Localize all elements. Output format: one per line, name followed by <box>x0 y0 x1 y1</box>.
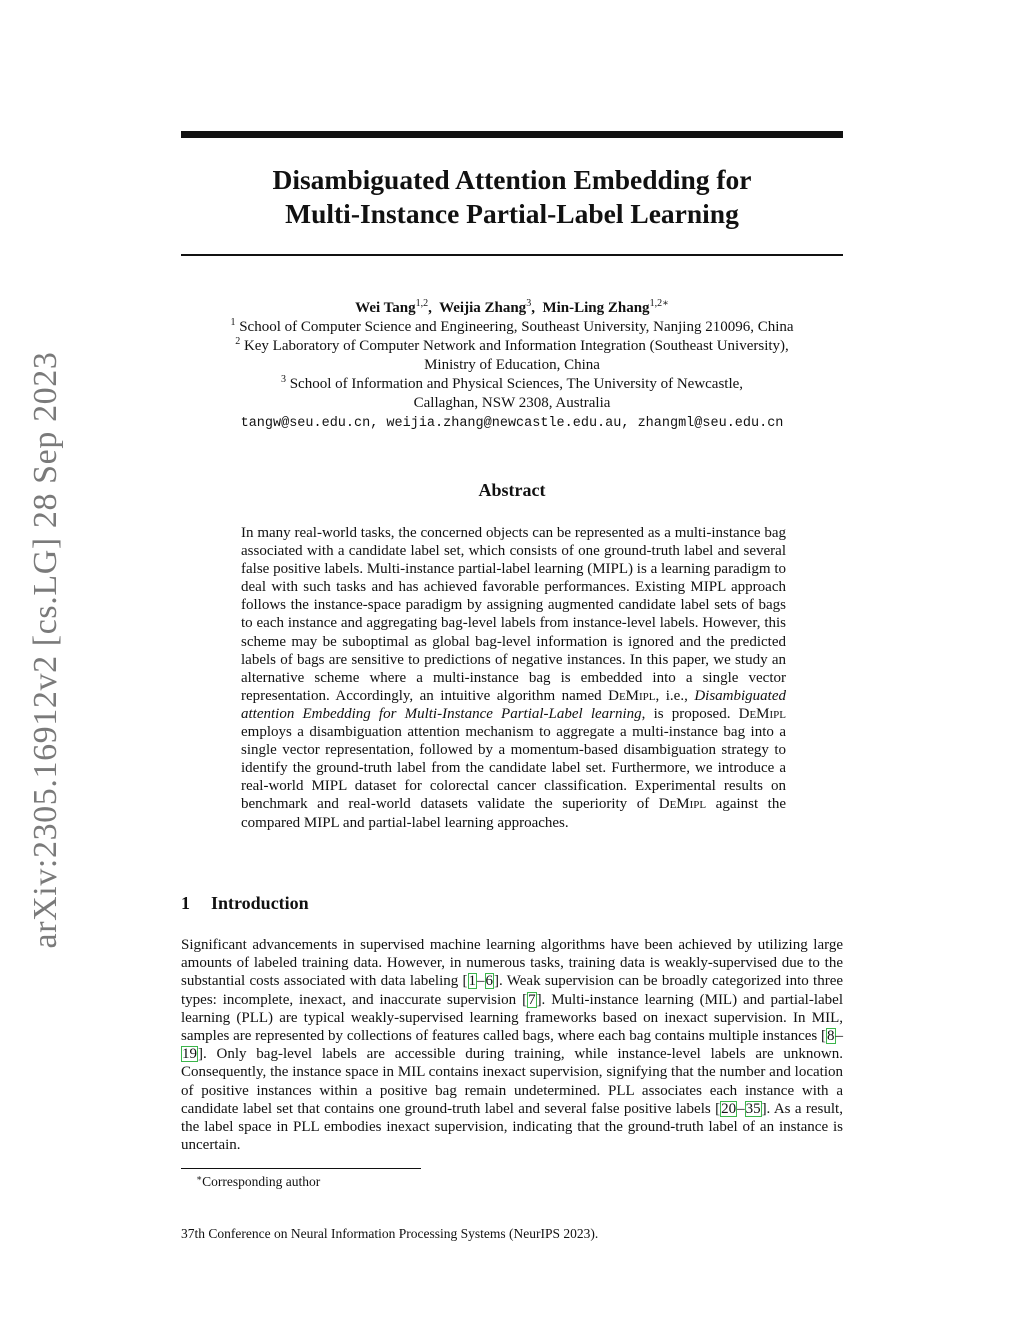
author-names: Wei Tang$^{1,2}$, Weijia Zhang$^3$, Min-Ling Zhang$^{1,2∗}$ <box>355 298 669 316</box>
citation-range-dash: – <box>835 1028 843 1045</box>
author-affiliation-mark: 1,2 <box>415 298 429 309</box>
section-number: 1 <box>181 893 190 913</box>
author-name: Wei Tang <box>355 300 416 316</box>
affiliation-text: School of Information and Physical Sciences, The University of Newcastle, <box>289 376 744 392</box>
abstract-part: In many real-world tasks, the concerned objects can be represented as a multi-instance bag associated with a candidate label set, which consists of one ground-truth label and several false positive labels. Multi-instance partial-label learning (MIPL) is a learning paradigm to deal with such tasks and has achieved favorable performances. Existing MIPL approach follows the instance-space paradigm by assigning augmented candidate label sets of bags to each instance and aggregating bag-level labels from instance-level labels. However, this scheme may be suboptimal as global bag-level information is ignored and the predicted labels of bags are sensitive to predictions of negative instances. In this paper, we study an alternative scheme where a multi-instance bag is embedded into a single vector representation. Accordingly, an intuitive algorithm named <box>241 525 786 704</box>
title-line-1: Disambiguated Attention Embedding for <box>272 164 752 195</box>
affiliation-number: 2 <box>235 336 241 347</box>
affiliation-text: School of Computer Science and Engineering, Southeast University, Nanjing 210096, China <box>239 319 794 335</box>
abstract-text <box>241 524 786 832</box>
footnote <box>196 1174 320 1190</box>
author-block <box>181 299 843 433</box>
author-name: Weijia Zhang <box>439 300 527 316</box>
author-affiliation-mark: 3 <box>526 298 532 309</box>
intro-text: ]. Weak supervision can be broadly categorized into three types: incomplete, inexact, and inaccurate supervision [ <box>181 973 844 1008</box>
introduction-paragraph <box>181 936 843 1154</box>
affiliation-3-continued: Callaghan, NSW 2308, Australia <box>413 395 611 411</box>
affiliation-2 <box>181 337 843 356</box>
email-link[interactable]: weijia.zhang@newcastle.edu.au <box>386 416 622 431</box>
intro-text: ]. Only bag-level labels are accessible during training, while instance-level labels are unknown. Consequently, the instance space in MIL contains inexact supervision, signifying that the number and location of positive instances within a positive bag remain undetermined. PLL associates each instance with a candidate label set that contains one ground-truth label and several false positive labels [ <box>181 1046 843 1117</box>
paper-title <box>181 163 843 231</box>
abstract-heading: Abstract <box>478 480 546 500</box>
arxiv-identifier: arXiv:2305.16912v2 [cs.LG] 28 Sep 2023 <box>27 351 64 949</box>
footnote-text: Corresponding author <box>202 1174 321 1189</box>
citation-range-dash: – <box>737 1100 745 1117</box>
author-emails: tangw@seu.edu.cn, weijia.zhang@newcastle.edu.au, zhangml@seu.edu.cn <box>240 416 784 431</box>
affiliation-number: 1 <box>230 317 236 328</box>
algorithm-name: DeMipl <box>608 687 656 704</box>
abstract-part: , i.e., <box>655 687 688 704</box>
abstract-part: , is proposed. <box>641 705 731 722</box>
intro-text: ]. Multi-instance learning (MIL) and partial-label learning (PLL) are typical weakly-supervised learning frameworks based on inexact supervision. In MIL, samples are represented by collections of features called bags, where each bag contains multiple instances [ <box>181 991 843 1045</box>
venue-footer: 37th Conference on Neural Information Processing Systems (NeurIPS 2023). <box>181 1226 599 1241</box>
section-title: Introduction <box>211 893 309 913</box>
intro-text: ]. As a result, the label space in PLL embodies inexact supervision, indicating that the ground-truth label of an instance is uncertain. <box>181 1100 843 1154</box>
intro-text: Significant advancements in supervised machine learning algorithms have been achieved by utilizing large amounts of labeled training data. However, in numerous tasks, training data is weakly-supervised due to the substantial costs associated with data labeling [ <box>181 937 843 990</box>
citation-link[interactable]: 8 <box>827 1028 835 1045</box>
citation-link[interactable]: 35 <box>745 1100 761 1117</box>
title-top-rule <box>181 131 843 138</box>
email-link[interactable]: tangw@seu.edu.cn <box>240 416 371 431</box>
section-heading-introduction <box>181 893 309 914</box>
citation-link[interactable]: 7 <box>528 991 536 1008</box>
affiliation-2-continued: Ministry of Education, China <box>424 357 600 373</box>
abstract-part: against the compared MIPL and partial-label learning approaches. <box>241 796 787 831</box>
citation-link[interactable]: 6 <box>485 973 494 990</box>
citation-link[interactable]: 1 <box>468 973 477 990</box>
affiliation-text: Key Laboratory of Computer Network and Information Integration (Southeast University), <box>243 338 789 354</box>
email-link[interactable]: zhangml@seu.edu.cn <box>637 416 784 431</box>
author-name: Min-Ling Zhang <box>542 300 650 316</box>
title-bottom-rule <box>181 254 843 256</box>
algorithm-name: DeMipl <box>658 796 707 813</box>
footnote-mark: ∗ <box>196 1173 203 1183</box>
author-affiliation-mark: 1,2∗ <box>649 298 669 309</box>
citation-link[interactable]: 20 <box>721 1100 737 1117</box>
affiliation-number: 3 <box>280 374 286 385</box>
citation-range-dash: – <box>477 973 485 990</box>
title-line-2: Multi-Instance Partial-Label Learning <box>285 198 739 229</box>
algorithm-name: DeMipl <box>738 705 786 722</box>
affiliation-3 <box>181 375 843 394</box>
affiliation-1 <box>181 318 843 337</box>
algorithm-expansion: Disambiguated attention Embedding for Multi-Instance Partial-Label learning <box>241 687 786 722</box>
footnote-rule <box>181 1168 421 1169</box>
abstract-part: employs a disambiguation attention mechanism to aggregate a multi-instance bag into a single vector representation, followed by a momentum-based disambiguation strategy to identify the ground-truth label from the candidate label set. Furthermore, we introduce a real-world MIPL dataset for colorectal cancer classification. Experimental results on benchmark and real-world datasets validate the superiority of <box>241 724 786 813</box>
citation-link[interactable]: 19 <box>182 1046 197 1063</box>
